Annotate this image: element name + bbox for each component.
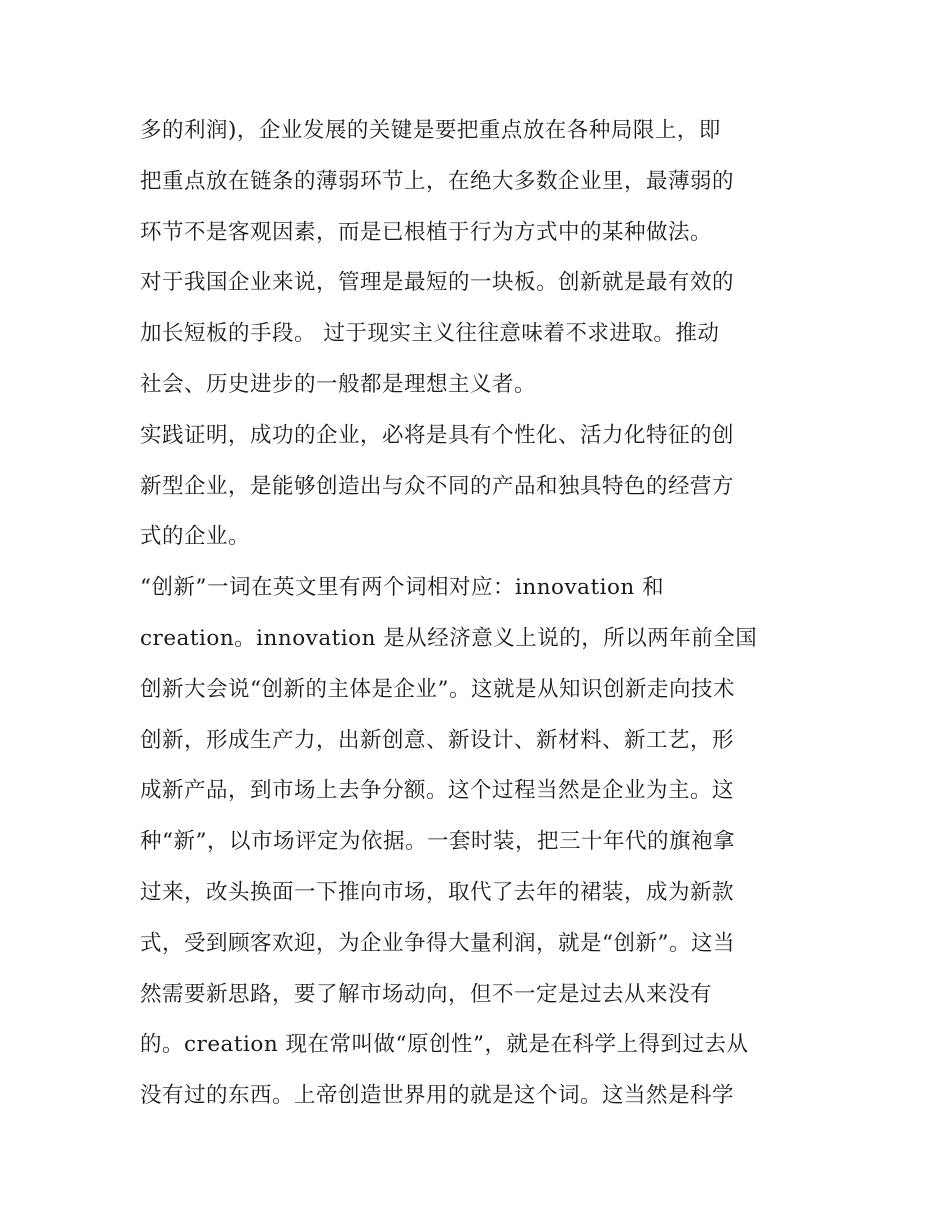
text-line: 多的利润)，企业发展的关键是要把重点放在各种局限上，即 — [140, 118, 721, 143]
text-line: 实践证明，成功的企业，必将是具有个性化、活力化特征的创 — [140, 422, 735, 448]
text-line: 没有过的东西。上帝创造世界用的就是这个词。这当然是科学 — [140, 1083, 735, 1109]
text-line: 对于我国企业来说，管理是最短的一块板。创新就是最有效的 — [140, 270, 735, 296]
text-line: 成新产品，到市场上去争分额。这个过程当然是企业为主。这 — [140, 778, 735, 804]
paragraph-4 — [140, 563, 820, 1122]
text-line: creation。innovation 是从经济意义上说的，所以两年前全国 — [140, 625, 758, 651]
text-line: 加长短板的手段。 过于现实主义往往意味着不求进取。推动 — [140, 321, 720, 347]
text-line: 环节不是客观因素，而是已根植于行为方式中的某种做法。 — [140, 219, 713, 245]
paragraph-2 — [140, 258, 820, 410]
text-line: 然需要新思路，要了解市场动向，但不一定是过去从来没有 — [140, 981, 713, 1007]
paragraph-1 — [140, 106, 820, 258]
text-line: 的。creation 现在常叫做“原创性”，就是在科学上得到过去从 — [140, 1032, 749, 1058]
text-line: 式，受到顾客欢迎，为企业争得大量利润，就是“创新”。这当 — [140, 930, 735, 956]
text-line: 创新大会说“创新的主体是企业”。这就是从知识创新走向技术 — [140, 676, 735, 702]
text-line: 种“新”，以市场评定为依据。一套时装，把三十年代的旗袍拿 — [140, 829, 735, 855]
paragraph-3 — [140, 411, 820, 563]
text-line: 社会、历史进步的一般都是理想主义者。 — [140, 371, 537, 397]
text-line: 新型企业，是能够创造出与众不同的产品和独具特色的经营方 — [140, 473, 735, 499]
document-body — [140, 106, 820, 1122]
text-line: 把重点放在链条的薄弱环节上，在绝大多数企业里，最薄弱的 — [140, 168, 735, 194]
text-line: “创新”一词在英文里有两个词相对应：innovation 和 — [140, 575, 665, 601]
text-line: 过来，改头换面一下推向市场，取代了去年的裙装，成为新款 — [140, 879, 735, 905]
text-line: 式的企业。 — [140, 524, 251, 550]
text-line: 创新，形成生产力，出新创意、新设计、新材料、新工艺，形 — [140, 727, 735, 753]
